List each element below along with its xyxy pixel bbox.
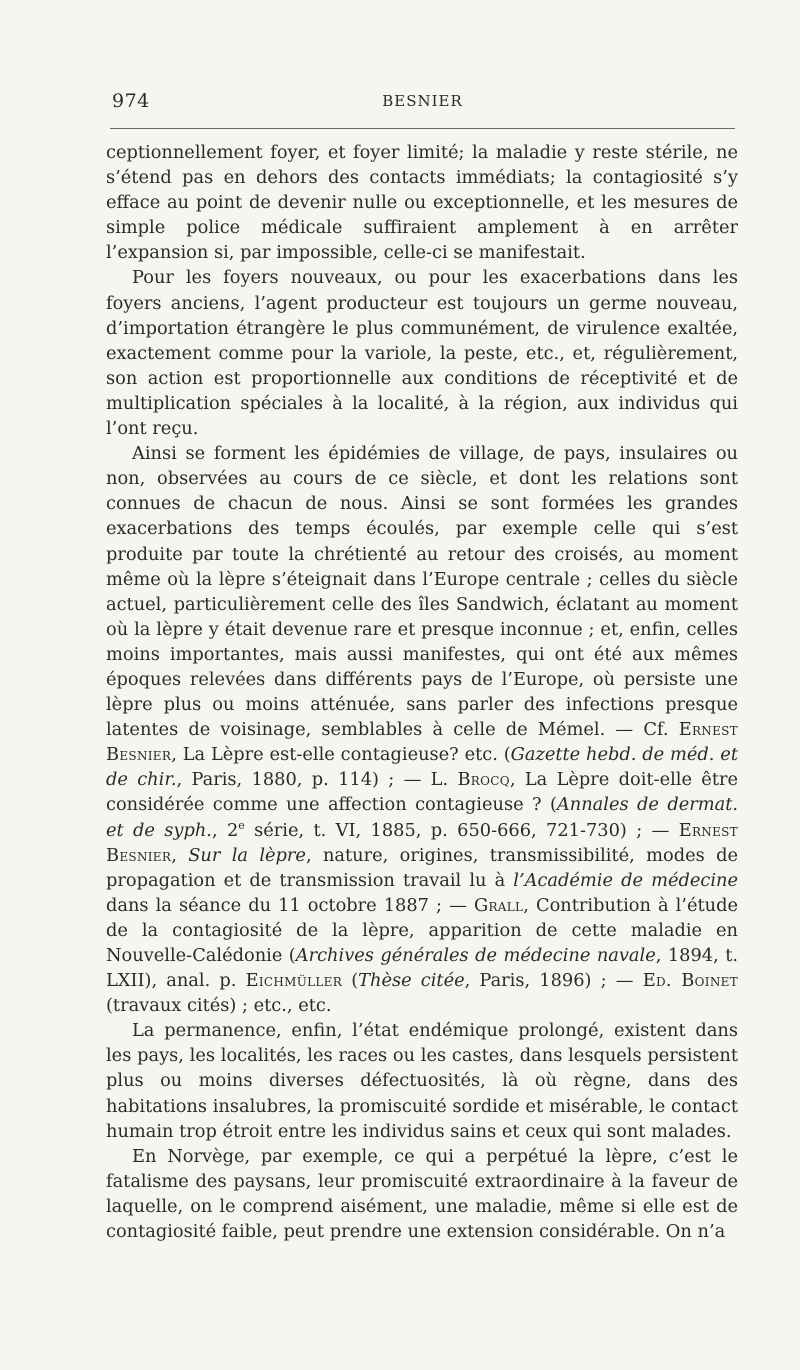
- author-name: Brocq: [457, 769, 510, 791]
- work-title: Sur la lèpre: [188, 844, 306, 866]
- paragraph-1: ceptionnellement foyer, et foyer limité; la maladie y reste stérile, ne s’étend pas en dehors des contacts immédiats; la contagiosité s’y efface au point de devenir nulle ou exceptionnelle, et les mesures de simple police médicale suffiraient amplement à en arrêter l’expansion si, par impossible, celle-ci se manifestait.: [106, 142, 738, 264]
- paragraph-4: La permanence, enfin, l’état endémique prolongé, existent dans les pays, les localités, les races ou les castes, dans lesquels persistent plus ou moins diverses défectuosités, là où règne, dans des habitations insalubres, la promiscuité sordide et misérable, le contact humain trop étroit entre les individus sains et ceux qui sont malades.: [106, 1020, 738, 1142]
- thesis-ref: Thèse citée: [358, 970, 465, 992]
- institution-name: l’Académie de médecine: [513, 869, 738, 891]
- page-number: 974: [112, 90, 150, 112]
- page-header: [110, 90, 735, 120]
- body-text: [106, 140, 738, 1244]
- author-name: Grall: [473, 894, 524, 916]
- author-name: Ed. Boinet: [642, 970, 738, 992]
- journal-title: Annales de dermat. et de syph.: [106, 794, 738, 841]
- author-name: Eichmüller: [245, 970, 343, 992]
- journal-title: Archives générales de médecine navale: [295, 945, 656, 966]
- paragraph-3: Ainsi se forment les épidémies de village, de pays, insulaires ou non, observées au cours de ce siècle, et dont les relations sont connues de chacun de nous. Ainsi se sont formées les grandes exacerbations des temps écoulés, par exemple celle qui s’est produite par toute la chrétienté au retour des croisés, au moment même où la lèpre s’éteignait dans l’Europe centrale ; celles du siècle actuel, particulièrement celle des îles Sandwich, éclatant au moment où la lèpre y était devenue rare et presque inconnue ; et, enfin, celles moins importantes, mais aussi manifestes, qui ont été aux mêmes époques relevées dans différents pays de l’Europe, où persiste une lèpre plus ou moins atténuée, sans parler des infections presque latentes de voisinage, semblables à celle de Mémel. — Cf. Ernest Besnier, La Lèpre est-elle contagieuse? etc. (Gazette hebd. de méd. et de chir., Paris, 1880, p. 114) ; — L. Brocq, La Lèpre doit-elle être considérée comme une affection contagieuse ? (Annales de dermat. et de syph., 2e série, t. VI, 1885, p. 650-666, 721-730) ; — Ernest Besnier, Sur la lèpre, nature, origines, transmissibilité, modes de propagation et de transmission travail lu à l’Académie de médecine dans la séance du 11 octobre 1887 ; — Grall, Contribution à l’étude de la contagiosité de la lèpre, apparition de cette maladie en Nouvelle-Calédonie (Archives générales de médecine navale, 1894, t. LXII), anal. p. Eichmüller (Thèse citée, Paris, 1896) ; — Ed. Boinet (travaux cités) ; etc., etc.: [106, 443, 738, 1017]
- author-name: Ernest Besnier: [106, 719, 738, 766]
- journal-title: Gazette hebd. de méd. et de chir.: [106, 744, 738, 791]
- paragraph-5: En Norvège, par exemple, ce qui a perpétué la lèpre, c’est le fatalisme des paysans, leur promiscuité extraordinaire à la faveur de laquelle, on le comprend aisément, une maladie, même si elle est de contagiosité faible, peut prendre une extension considérable. On n’a: [106, 1145, 738, 1243]
- author-name: Ernest Besnier: [106, 819, 738, 866]
- paragraph-2: Pour les foyers nouveaux, ou pour les exacerbations dans les foyers anciens, l’agent producteur est toujours un germe nouveau, d’importation étrangère le plus communément, de virulence exaltée, exactement comme pour la variole, la peste, etc., et, régulièrement, son action est proportionnelle aux conditions de réceptivité et de multiplication spéciales à la localité, à la région, aux individus qui l’ont reçu.: [106, 267, 738, 440]
- running-head: BESNIER: [382, 92, 463, 110]
- header-rule: [110, 128, 735, 129]
